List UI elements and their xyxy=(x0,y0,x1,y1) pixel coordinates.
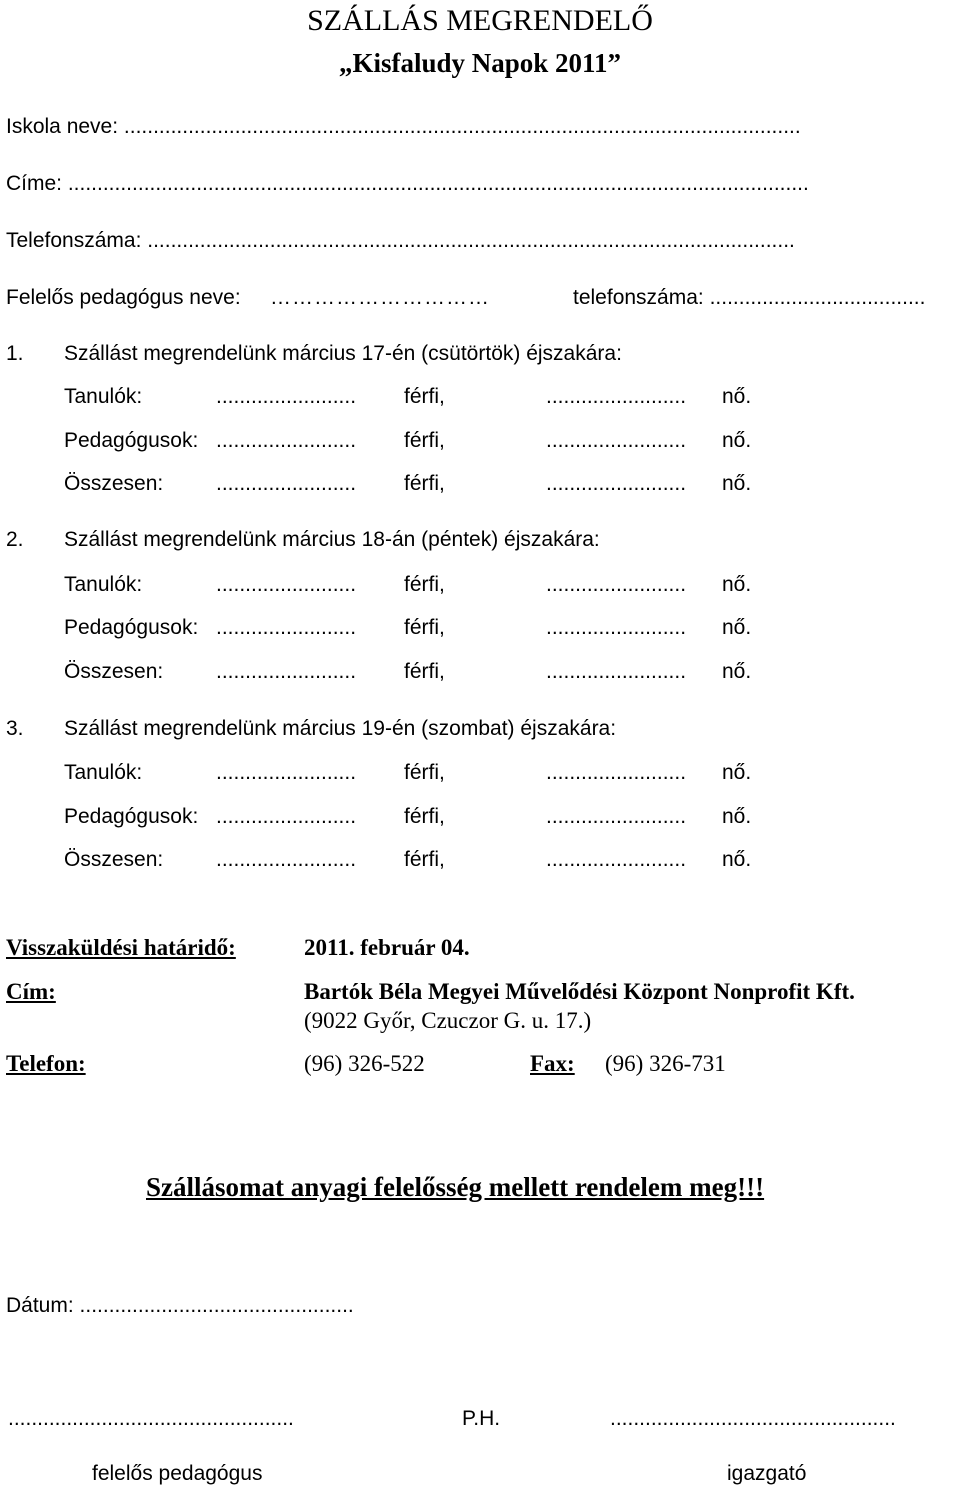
night-2-number: 2. xyxy=(6,528,24,551)
teacher-signature-label: felelős pedagógus xyxy=(92,1462,263,1485)
teacher-phone-field[interactable]: telefonszáma: ..................................... xyxy=(573,286,926,309)
female-label: nő. xyxy=(722,761,752,784)
female-count-field[interactable]: ........................ xyxy=(546,385,687,408)
fax-value: (96) 326-731 xyxy=(605,1051,726,1076)
night-1-number: 1. xyxy=(6,342,24,365)
female-count-field[interactable]: ........................ xyxy=(546,573,687,596)
male-label: férfi, xyxy=(404,848,445,871)
female-label: nő. xyxy=(722,573,752,596)
deadline-value: 2011. február 04. xyxy=(304,935,470,960)
school-phone-field[interactable]: Telefonszáma: ............................................................................................................... xyxy=(6,229,795,252)
stamp-label: P.H. xyxy=(462,1407,501,1430)
address-line-1: Bartók Béla Megyei Művelődési Központ Nonprofit Kft. xyxy=(304,979,855,1004)
teacher-name-field[interactable]: ………………………… xyxy=(270,286,490,309)
male-label: férfi, xyxy=(404,385,445,408)
row-label: Tanulók: xyxy=(64,385,143,408)
male-label: férfi, xyxy=(404,660,445,683)
row-label: Pedagógusok: xyxy=(64,805,199,828)
male-label: férfi, xyxy=(404,761,445,784)
female-label: nő. xyxy=(722,472,752,495)
male-label: férfi, xyxy=(404,805,445,828)
fax-label: Fax: xyxy=(530,1051,575,1076)
page-title: SZÁLLÁS MEGRENDELŐ xyxy=(307,4,653,37)
male-label: férfi, xyxy=(404,429,445,452)
school-name-field[interactable]: Iskola neve: .................................................................................................................... xyxy=(6,115,801,138)
row-label: Pedagógusok: xyxy=(64,429,199,452)
row-label: Összesen: xyxy=(64,848,164,871)
female-label: nő. xyxy=(722,616,752,639)
address-label: Cím: xyxy=(6,979,56,1004)
night-1-heading: Szállást megrendelünk március 17-én (csütörtök) éjszakára: xyxy=(64,342,622,365)
deadline-label: Visszaküldési határidő: xyxy=(6,935,236,960)
female-label: nő. xyxy=(722,385,752,408)
phone-label: Telefon: xyxy=(6,1051,86,1076)
female-count-field[interactable]: ........................ xyxy=(546,660,687,683)
row-label: Összesen: xyxy=(64,660,164,683)
male-count-field[interactable]: ........................ xyxy=(216,385,357,408)
date-field[interactable]: Dátum: ............................................... xyxy=(6,1294,354,1317)
female-label: nő. xyxy=(722,660,752,683)
female-label: nő. xyxy=(722,805,752,828)
row-label: Tanulók: xyxy=(64,573,143,596)
male-count-field[interactable]: ........................ xyxy=(216,429,357,452)
school-address-field[interactable]: Címe: ............................................................................................................................... xyxy=(6,172,809,195)
night-3-heading: Szállást megrendelünk március 19-én (szombat) éjszakára: xyxy=(64,717,617,740)
male-count-field[interactable]: ........................ xyxy=(216,616,357,639)
male-count-field[interactable]: ........................ xyxy=(216,805,357,828)
teacher-name-label: Felelős pedagógus neve: xyxy=(6,286,241,309)
male-count-field[interactable]: ........................ xyxy=(216,848,357,871)
male-count-field[interactable]: ........................ xyxy=(216,761,357,784)
female-label: nő. xyxy=(722,848,752,871)
night-3-number: 3. xyxy=(6,717,24,740)
row-label: Összesen: xyxy=(64,472,164,495)
female-label: nő. xyxy=(722,429,752,452)
phone-value: (96) 326-522 xyxy=(304,1051,425,1076)
responsibility-notice: Szállásomat anyagi felelősség mellett rendelem meg!!! xyxy=(146,1172,765,1202)
director-signature-line[interactable]: ................................................. xyxy=(610,1407,896,1430)
female-count-field[interactable]: ........................ xyxy=(546,429,687,452)
male-count-field[interactable]: ........................ xyxy=(216,660,357,683)
page-subtitle: „Kisfaludy Napok 2011” xyxy=(338,48,622,78)
row-label: Pedagógusok: xyxy=(64,616,199,639)
male-label: férfi, xyxy=(404,573,445,596)
female-count-field[interactable]: ........................ xyxy=(546,848,687,871)
female-count-field[interactable]: ........................ xyxy=(546,761,687,784)
female-count-field[interactable]: ........................ xyxy=(546,472,687,495)
row-label: Tanulók: xyxy=(64,761,143,784)
male-count-field[interactable]: ........................ xyxy=(216,573,357,596)
male-label: férfi, xyxy=(404,616,445,639)
night-2-heading: Szállást megrendelünk március 18-án (péntek) éjszakára: xyxy=(64,528,600,551)
male-count-field[interactable]: ........................ xyxy=(216,472,357,495)
director-signature-label: igazgató xyxy=(727,1462,807,1485)
female-count-field[interactable]: ........................ xyxy=(546,805,687,828)
female-count-field[interactable]: ........................ xyxy=(546,616,687,639)
address-line-2: (9022 Győr, Czuczor G. u. 17.) xyxy=(304,1008,592,1033)
male-label: férfi, xyxy=(404,472,445,495)
teacher-signature-line[interactable]: ................................................. xyxy=(8,1407,294,1430)
